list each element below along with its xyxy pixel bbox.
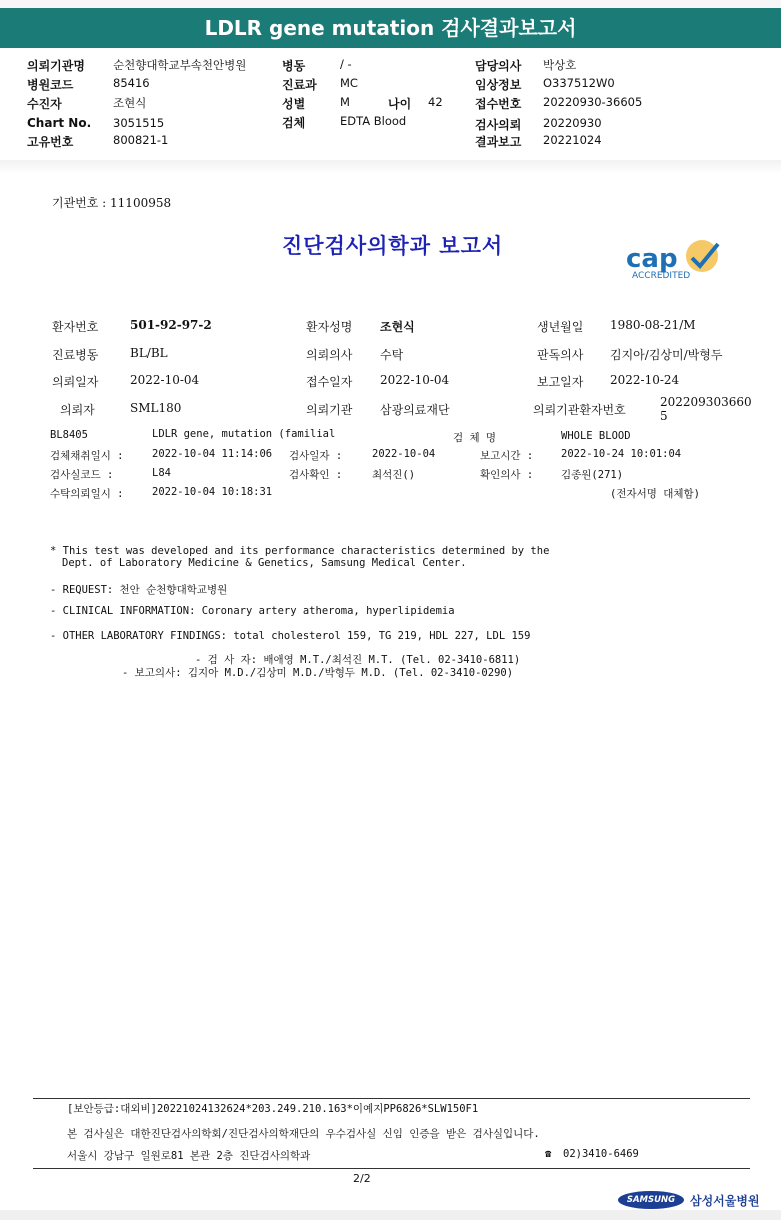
label-requester: 의뢰자 (60, 403, 95, 417)
test-code: BL8405 (50, 429, 88, 441)
page-number: 2/2 (353, 1172, 371, 1185)
label-report-date: 보고일자 (537, 375, 584, 389)
hdr-value-patient: 조현식 (113, 96, 147, 110)
test-name: LDLR gene, mutation (familial (152, 428, 336, 440)
test-date-label: 검사일자 : (289, 450, 343, 462)
report-time-value: 2022-10-24 10:01:04 (561, 448, 682, 460)
reporter-line: - 보고의사: 김지아 M.D./김상미 M.D./박형두 M.D. (Tel. 02-3410-0290) (122, 667, 514, 679)
room-code-value: L84 (152, 467, 171, 479)
label-request-date: 의뢰일자 (52, 375, 99, 389)
label-request-institution: 의뢰기관 (306, 403, 353, 417)
hdr-label-unique-no: 고유번호 (27, 135, 74, 149)
certification-line: 본 검사실은 대한진단검사의학회/진단검사의학재단의 우수검사실 신임 인증을 받은 검사실입니다. (67, 1128, 540, 1140)
hdr-value-attending: 박상호 (543, 58, 577, 72)
hdr-value-clinical: O337512W0 (543, 76, 615, 90)
confirm-value: 최석진() (372, 469, 416, 481)
specimen-value: WHOLE BLOOD (561, 430, 631, 442)
value-report-date: 2022-10-24 (610, 373, 680, 387)
samsung-logo (618, 1191, 684, 1209)
tester-line: - 검 사 자: 배애영 M.T./최석진 M.T. (Tel. 02-3410-6811) (195, 654, 521, 666)
note-line-1: * This test was developed and its performance characteristics determined by the (50, 545, 550, 557)
value-request-doctor: 수탁 (380, 348, 404, 362)
label-reading-doctor: 판독의사 (537, 348, 584, 362)
report-title: 진단검사의학과 보고서 (282, 233, 504, 258)
hdr-value-hospital-code: 85416 (113, 76, 150, 90)
hdr-value-specimen: EDTA Blood (340, 114, 407, 128)
specimen-label: 검 체 명 (453, 432, 497, 444)
label-patient-name: 환자성명 (306, 320, 353, 334)
label-birth-date: 생년월일 (537, 320, 584, 334)
hdr-label-hospital-code: 병원코드 (27, 78, 74, 92)
note-line-2: Dept. of Laboratory Medicine & Genetics, Samsung Medical Center. (62, 557, 467, 569)
hdr-label-ward: 병동 (282, 59, 306, 73)
doctor-confirm-value: 김종원(271) (561, 469, 624, 481)
value-ward: BL/BL (130, 346, 168, 360)
value-institution-patient-no-cont: 5 (660, 409, 668, 423)
value-birth-date: 1980-08-21/M (610, 318, 696, 332)
value-patient-name: 조현식 (380, 320, 415, 334)
cap-accredited-text: ACCREDITED (632, 271, 691, 281)
doctor-confirm-label: 확인의사 : (480, 469, 534, 481)
clinical-line: - CLINICAL INFORMATION: Coronary artery atheroma, hyperlipidemia (50, 605, 455, 617)
footer-divider-bottom (33, 1168, 750, 1169)
cap-accredited-logo (622, 238, 732, 286)
report-title-bar (0, 8, 781, 48)
test-date-value: 2022-10-04 (372, 448, 436, 460)
hdr-label-department: 진료과 (282, 78, 317, 92)
page-title: LDLR gene mutation 검사결과보고서 (204, 16, 577, 40)
hdr-value-unique-no: 800821-1 (113, 133, 169, 147)
security-line: [보안등급:대외비]20221024132624*203.249.210.163*이예지PP6826*SLW150F1 (67, 1103, 479, 1115)
hdr-value-ward: / - (340, 57, 352, 71)
samsung-logo-text: SAMSUNG (626, 1195, 676, 1205)
hdr-value-department: MC (340, 76, 358, 90)
label-patient-no: 환자번호 (52, 320, 99, 334)
footer-divider-top (33, 1098, 750, 1099)
institution-number: 기관번호 : 11100958 (52, 196, 172, 210)
hdr-label-request-date: 검사의뢰 (475, 118, 522, 132)
value-request-date: 2022-10-04 (130, 373, 200, 387)
other-findings-line: - OTHER LABORATORY FINDINGS: total cholesterol 159, TG 219, HDL 227, LDL 159 (50, 630, 531, 642)
collect-label: 검체채취일시 : (50, 450, 124, 462)
report-time-label: 보고시간 : (480, 450, 534, 462)
consign-label: 수탁의뢰일시 : (50, 488, 124, 500)
esign-note: (전자서명 대체함) (610, 488, 700, 500)
collect-value: 2022-10-04 11:14:06 (152, 448, 273, 460)
hdr-label-age: 나이 (388, 97, 412, 111)
section-divider (0, 160, 781, 174)
hdr-label-chart-no: Chart No. (27, 116, 92, 130)
value-institution-patient-no: 202209303660 (660, 395, 752, 409)
hdr-label-specimen: 검체 (282, 116, 306, 130)
address-line: 서울시 강남구 일원로81 본관 2층 진단검사의학과 (67, 1150, 311, 1162)
value-receipt-date: 2022-10-04 (380, 373, 450, 387)
bottom-strip (0, 1210, 781, 1220)
hdr-value-chart-no: 3051515 (113, 116, 165, 130)
hdr-label-institution: 의뢰기관명 (27, 59, 85, 73)
top-strip (0, 0, 781, 8)
hdr-label-receipt-no: 접수번호 (475, 97, 522, 111)
hdr-value-institution: 순천향대학교부속천안병원 (113, 58, 247, 72)
cap-text: cap (626, 244, 678, 274)
hdr-label-patient: 수진자 (27, 97, 62, 111)
hdr-label-attending: 담당의사 (475, 59, 522, 73)
hdr-value-age: 42 (428, 95, 443, 109)
phone-number: 02)3410-6469 (563, 1148, 639, 1160)
hdr-value-request-date: 20220930 (543, 116, 602, 130)
label-receipt-date: 접수일자 (306, 375, 353, 389)
hdr-value-result-date: 20221024 (543, 133, 602, 147)
hdr-label-sex: 성별 (282, 97, 306, 111)
value-requester: SML180 (130, 401, 182, 415)
hdr-value-receipt-no: 20220930-36605 (543, 95, 643, 109)
confirm-label: 검사확인 : (289, 469, 343, 481)
label-request-doctor: 의뢰의사 (306, 348, 353, 362)
hdr-label-clinical: 임상정보 (475, 78, 522, 92)
request-line: - REQUEST: 천안 순천향대학교병원 (50, 584, 228, 596)
label-ward: 진료병동 (52, 348, 99, 362)
hdr-value-sex: M (340, 95, 350, 109)
value-request-institution: 삼광의료재단 (380, 403, 450, 417)
label-institution-patient-no: 의뢰기관환자번호 (533, 403, 626, 417)
value-patient-no: 501-92-97-2 (130, 318, 212, 332)
hdr-label-result-date: 결과보고 (475, 135, 522, 149)
room-code-label: 검사실코드 : (50, 469, 114, 481)
consign-value: 2022-10-04 10:18:31 (152, 486, 273, 498)
phone-icon: ☎ (545, 1148, 552, 1160)
hospital-name: 삼성서울병원 (690, 1194, 760, 1208)
value-reading-doctor: 김지아/김상미/박형두 (610, 348, 723, 362)
